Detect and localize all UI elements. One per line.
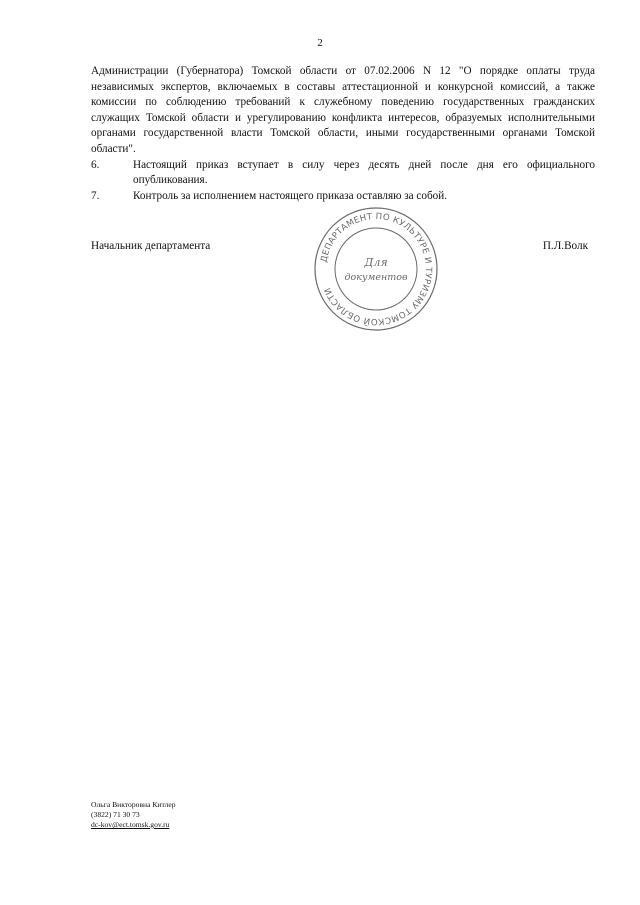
item-text: Настоящий приказ вступает в силу через десять дней после дня его официального опубликования.	[133, 158, 595, 187]
page-number: 2	[317, 37, 323, 49]
list-item	[91, 189, 595, 205]
footer-email: dc-kov@ect.tomsk.gov.ru	[91, 820, 170, 829]
item-text: Контроль за исполнением настоящего приказа оставляю за собой.	[133, 189, 448, 202]
list-item	[91, 158, 595, 189]
item-number: 6.	[91, 158, 100, 171]
body-paragraph: Администрации (Губернатора) Томской области от 07.02.2006 N 12 "О порядке оплаты труда независимых экспертов, включаемых в составы аттестационной и конкурсной комиссий, а также комиссии по соблюдению требований к служебному поведению государственных гражданских служащих Томской области и урегулированию конфликта интересов, образуемых исполнительными органами государственной власти Томской области, иными государственными органами Томской области".	[91, 65, 595, 155]
signature-title: Начальник департамента	[91, 240, 211, 252]
stamp-center-line1: Для	[364, 256, 388, 269]
stamp-inner-ring	[335, 228, 417, 310]
item-number: 7.	[91, 189, 100, 202]
signatory-name: П.Л.Волк	[542, 240, 588, 252]
stamp-center-line2: документов	[344, 272, 408, 283]
footer-contact	[91, 800, 176, 830]
footer-author: Ольга Викторовна Китлер	[91, 800, 176, 809]
official-stamp	[313, 206, 439, 332]
document-body	[91, 64, 595, 204]
footer-phone: (3822) 71 30 73	[91, 810, 140, 819]
stamp-outer-ring	[315, 208, 437, 330]
stamp-ring-text: ДЕПАРТАМЕНТ ПО КУЛЬТУРЕ И ТУРИЗМУ ТОМСКОЙ ОБЛАСТИ	[319, 211, 434, 327]
